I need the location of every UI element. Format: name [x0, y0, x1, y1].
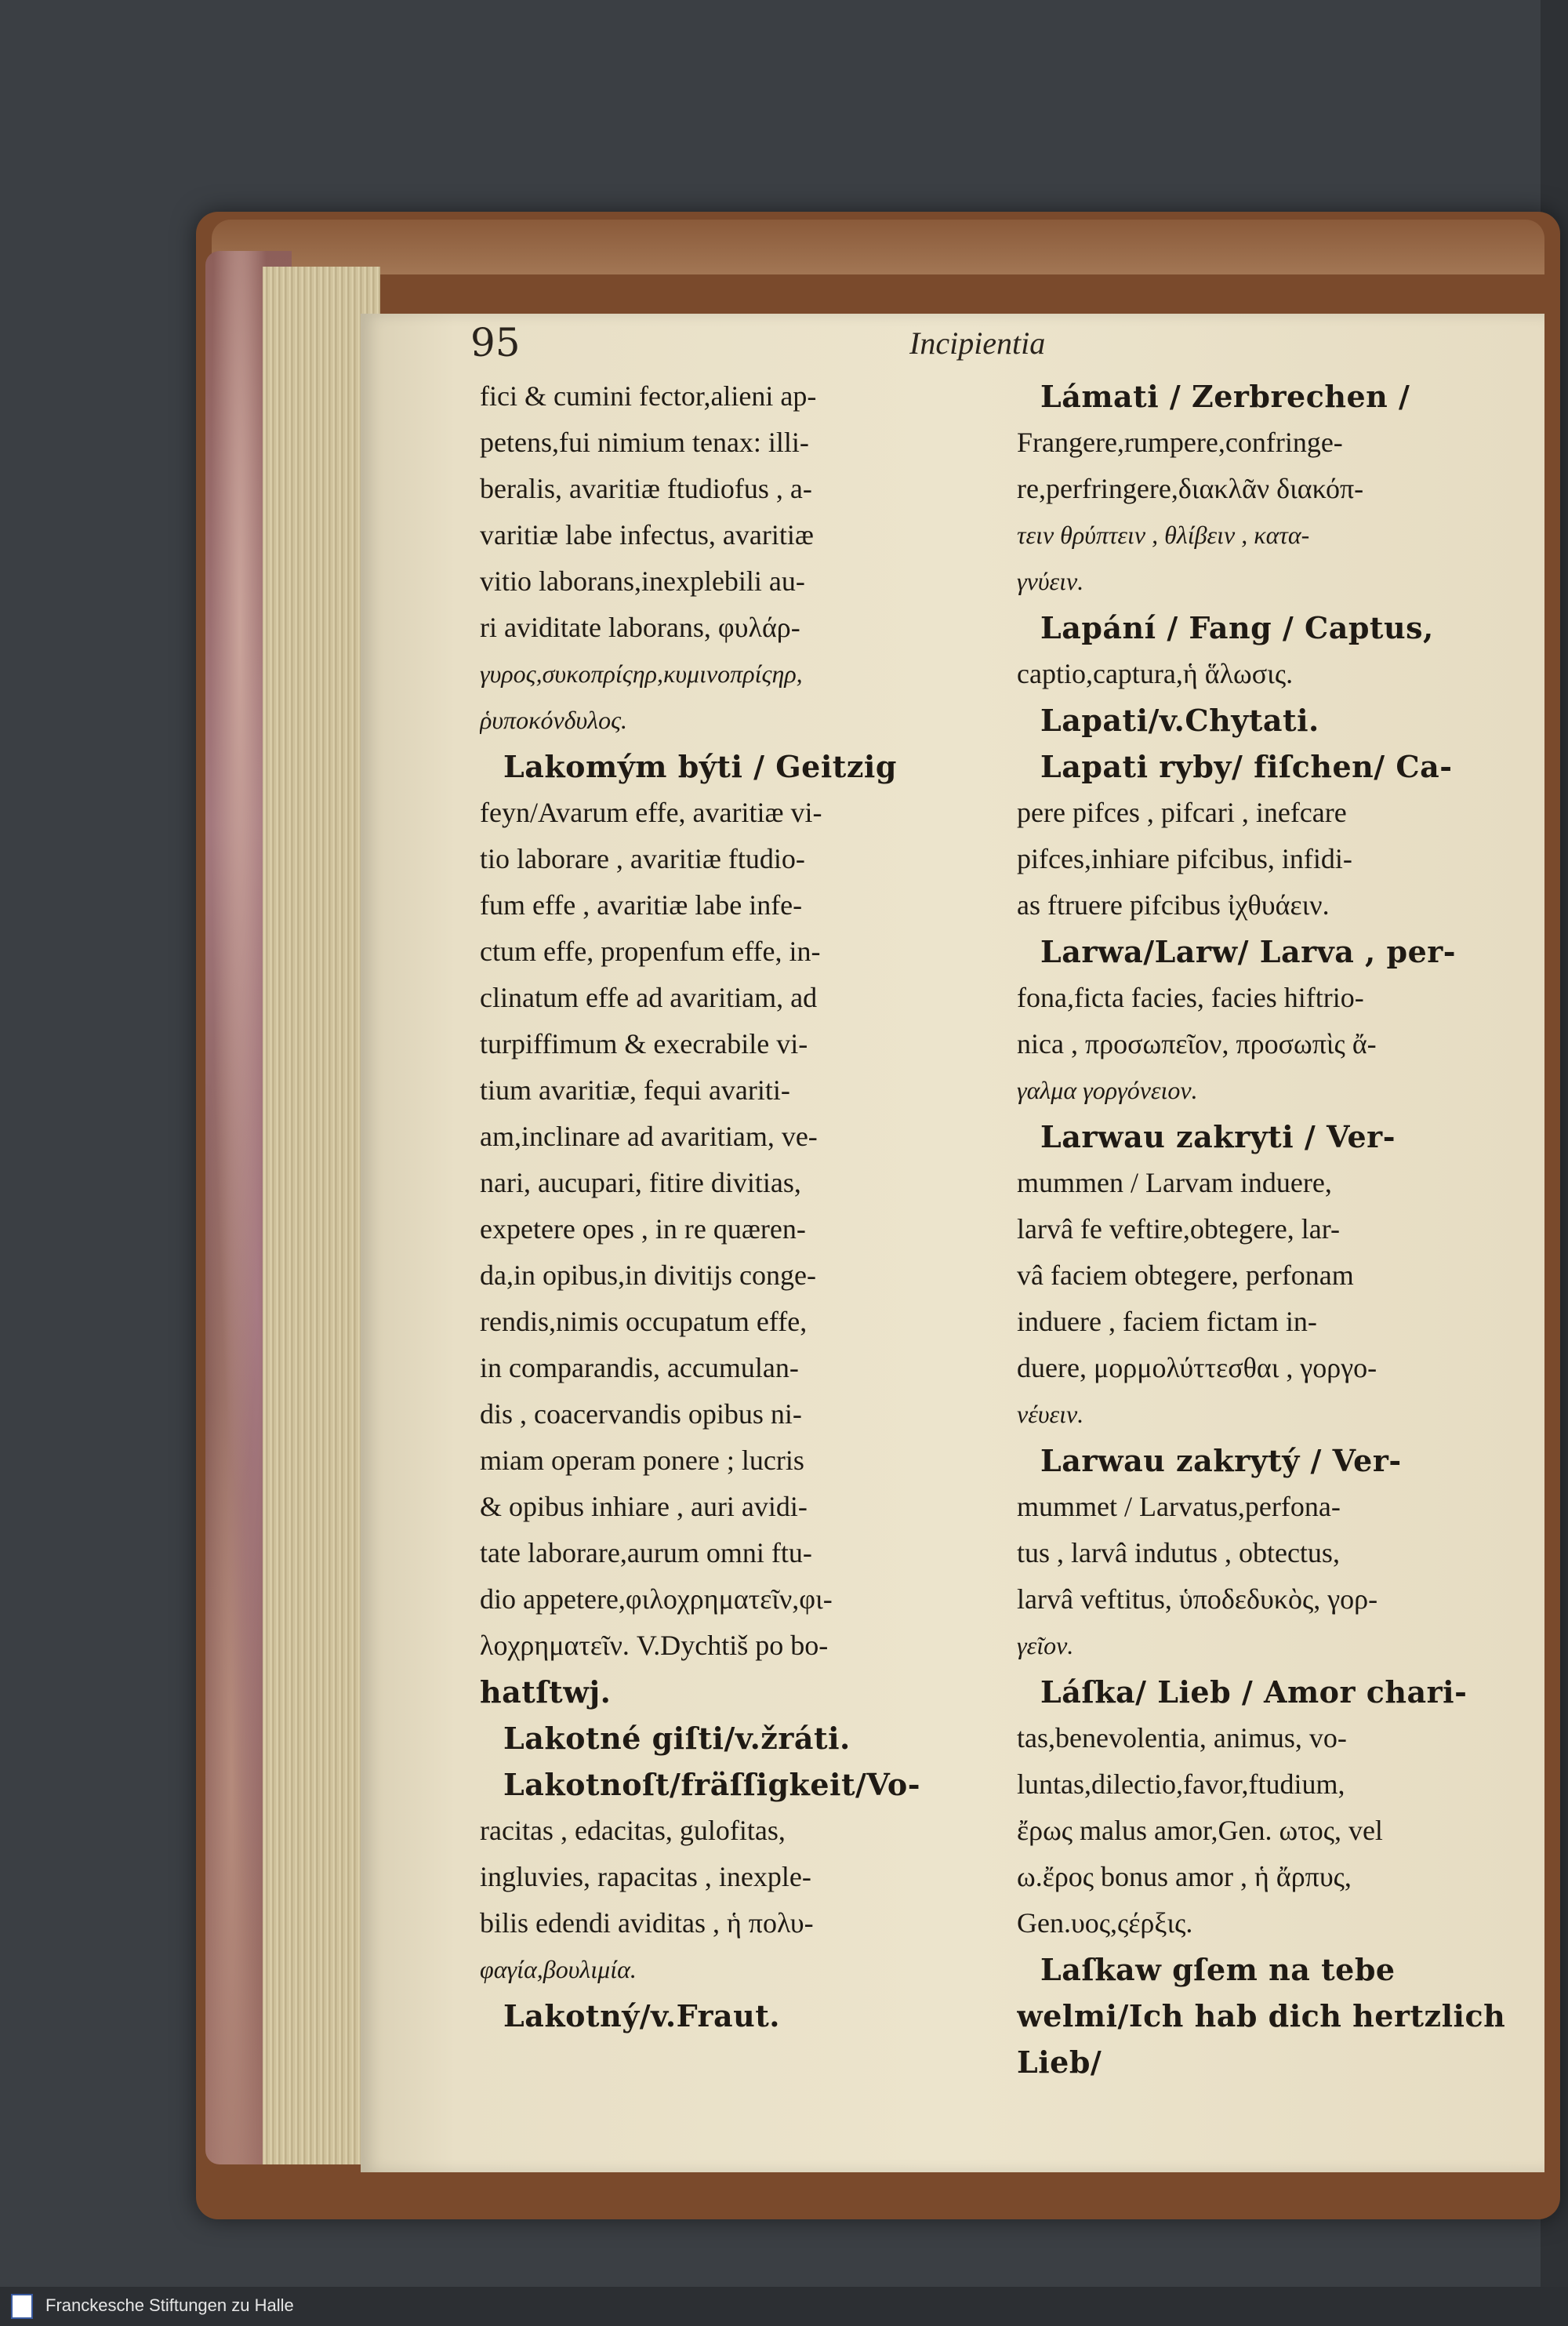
text-line: Lakomým býti / Geitzig [503, 749, 897, 784]
text-line: bilis edendi aviditas , ἡ πολυ- [480, 1907, 814, 1939]
text-line: Lakotnoſt/fräſſigkeit/Vo- [503, 1767, 920, 1802]
text-line: re,perfringere,διακλᾶν διακόπ- [1017, 473, 1364, 504]
text-line: captio,captura,ἡ ἅλωσις. [1017, 658, 1294, 689]
running-head: Incipientia [909, 325, 1046, 361]
text-line: νέυειν. [1017, 1400, 1084, 1428]
text-line: rendis,nimis occupatum effe, [480, 1306, 808, 1337]
text-line: as ftruere pifcibus ἰχθυάειν. [1017, 889, 1330, 921]
text-line: pere pifces , pifcari , inefcare [1017, 797, 1347, 828]
text-line: luntas,dilectio,favor,ftudium, [1017, 1768, 1345, 1800]
text-line: clinatum effe ad avaritiam, ad [480, 982, 818, 1013]
text-line: Lapati/v.Chytati. [1040, 703, 1319, 738]
text-line: feyn/Avarum effe, avaritiæ vi- [480, 797, 822, 828]
text-line: Lieb/ [1017, 2044, 1102, 2080]
text-line: ω.ἔρος bonus amor , ἡ ἄρπυς, [1017, 1861, 1352, 1892]
text-line: vâ faciem obtegere, perfonam [1017, 1259, 1354, 1291]
text-line: Lámati / Zerbrechen / [1040, 379, 1410, 414]
text-line: induere , faciem fictam in- [1017, 1306, 1317, 1337]
text-line: ῥυποκόνδυλος. [480, 706, 628, 734]
text-line: welmi/Ich hab dich hertzlich [1017, 1998, 1506, 2033]
text-line: nica , προσωπεῖον, προσωπὶς ἄ- [1017, 1028, 1377, 1059]
text-line: Lapání / Fang / Captus, [1040, 610, 1434, 645]
text-line: Lapati ryby/ fiſchen/ Ca- [1040, 749, 1453, 784]
text-line: mummen / Larvam induere, [1017, 1167, 1332, 1198]
text-line: ri aviditate laborans, φυλάρ- [480, 612, 800, 643]
text-line: duere, μορμολύττεσθαι , γοργο- [1017, 1352, 1377, 1383]
text-line: Lakotný/v.Fraut. [503, 1998, 781, 2033]
text-line: turpiffimum & execrabile vi- [480, 1028, 808, 1059]
text-line: nari, aucupari, fitire divitias, [480, 1167, 801, 1198]
text-line: vitio laborans,inexplebili au- [480, 565, 805, 597]
text-line: in comparandis, accumulan- [480, 1352, 799, 1383]
text-line: larvâ fe veftire,obtegere, lar- [1017, 1213, 1341, 1245]
text-line: Larwau zakrytý / Ver- [1040, 1443, 1402, 1478]
right-column [1017, 373, 1550, 2085]
text-line: expetere opes , in re quæren- [480, 1213, 806, 1245]
text-line: Láſka/ Lieb / Amor chari- [1040, 1674, 1468, 1710]
text-line: tus , larvâ indutus , obtectus, [1017, 1537, 1340, 1568]
text-line: tium avaritiæ, fequi avariti- [480, 1074, 790, 1106]
text-line: pifces,inhiare pifcibus, infidi- [1017, 843, 1352, 874]
book-cover-top [212, 220, 1544, 274]
text-line: τειν θρύπτειν , θλίβειν , κατα- [1017, 521, 1310, 549]
footer-institution: Franckesche Stiftungen zu Halle [45, 2295, 294, 2315]
text-line: fici & cumini fector,alieni ap- [480, 380, 817, 412]
text-line: tas,benevolentia, animus, vo- [1017, 1722, 1347, 1754]
text-line: petens,fui nimium tenax: illi- [480, 427, 809, 458]
text-line: Frangere,rumpere,confringe- [1017, 427, 1343, 458]
text-line: hatſtwj. [480, 1674, 612, 1710]
text-line: am,inclinare ad avaritiam, ve- [480, 1121, 818, 1152]
text-line: γνύειν. [1017, 567, 1084, 595]
text-line: tio laborare , avaritiæ ftudio- [480, 843, 805, 874]
text-line: miam operam ponere ; lucris [480, 1445, 804, 1476]
text-line: beralis, avaritiæ ftudiofus , a- [480, 473, 812, 504]
text-line: Lakotné giſti/v.žráti. [503, 1721, 851, 1756]
text-line: ctum effe, propenfum effe, in- [480, 936, 821, 967]
text-line: varitiæ labe infectus, avaritiæ [480, 519, 814, 551]
institution-logo-icon [11, 2294, 33, 2319]
text-line: γεῖον. [1017, 1631, 1074, 1659]
text-line: ingluvies, rapacitas , inexple- [480, 1861, 811, 1892]
text-line: fona,ficta facies, facies hiftrio- [1017, 982, 1364, 1013]
text-line: γυρος,συκοπρίςηρ,κυμινοπρίςηρ, [480, 660, 803, 688]
text-line: Laſkaw gſem na tebe [1040, 1952, 1396, 1987]
left-column [480, 373, 997, 2039]
text-line: mummet / Larvatus,perfona- [1017, 1491, 1341, 1522]
text-line: Gen.υος,ςέρξις. [1017, 1907, 1193, 1939]
text-line: da,in opibus,in divitijs conge- [480, 1259, 816, 1291]
text-line: dio appetere,φιλοχρηματεῖν,φι- [480, 1583, 833, 1615]
page-number: 95 [470, 320, 521, 365]
text-line: racitas , edacitas, gulofitas, [480, 1815, 786, 1846]
text-line: Larwa/Larw/ Larva , per- [1040, 934, 1457, 969]
text-line: larvâ veftitus, ὑποδεδυκὸς, γορ- [1017, 1583, 1378, 1615]
text-line: ἔρως malus amor,Gen. ωτος, vel [1017, 1815, 1383, 1846]
page-header [470, 320, 1537, 367]
text-line: φαγία,βουλιμία. [480, 1955, 637, 1983]
text-line: Larwau zakryti / Ver- [1040, 1119, 1396, 1154]
text-line: tate laborare,aurum omni ftu- [480, 1537, 812, 1568]
text-line: γαλμα γοργόνειον. [1017, 1076, 1198, 1104]
text-line: λοχρηματεῖν. V.Dychtiš po bo- [480, 1630, 829, 1661]
text-line: fum effe , avaritiæ labe infe- [480, 889, 803, 921]
text-line: & opibus inhiare , auri avidi- [480, 1491, 808, 1522]
text-line: dis , coacervandis opibus ni- [480, 1398, 802, 1430]
